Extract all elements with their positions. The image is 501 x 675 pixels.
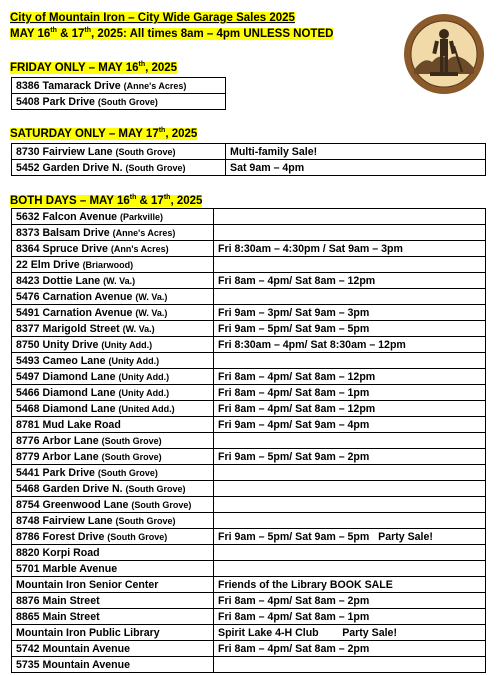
address-cell: 8779 Arbor Lane (South Grove): [12, 449, 214, 465]
address-cell: 5632 Falcon Avenue (Parkville): [12, 209, 214, 225]
address-cell: 5742 Mountain Avenue: [12, 641, 214, 657]
table-row: [12, 94, 226, 110]
note-cell: Fri 9am – 5pm/ Sat 9am – 5pm Party Sale!: [214, 529, 486, 545]
address-cell: 8730 Fairview Lane (South Grove): [12, 144, 226, 160]
address-cell: 8876 Main Street: [12, 593, 214, 609]
table-row: [12, 305, 486, 321]
table-row: [12, 257, 486, 273]
table-row: [12, 449, 486, 465]
note-cell: Fri 8am – 4pm/ Sat 8am – 12pm: [214, 401, 486, 417]
table-row: [12, 593, 486, 609]
address-cell: 8776 Arbor Lane (South Grove): [12, 433, 214, 449]
table-row: [12, 78, 226, 94]
note-cell: Multi-family Sale!: [226, 144, 486, 160]
both-days-table: [11, 208, 486, 673]
address-cell: 8786 Forest Drive (South Grove): [12, 529, 214, 545]
table-row: [12, 369, 486, 385]
table-row: [12, 225, 486, 241]
note-cell: [214, 545, 486, 561]
address-cell: Mountain Iron Senior Center: [12, 577, 214, 593]
note-cell: [214, 481, 486, 497]
note-cell: Fri 9am – 4pm/ Sat 9am – 4pm: [214, 417, 486, 433]
miner-statue-seal-icon: [402, 12, 486, 96]
table-row: [12, 577, 486, 593]
address-cell: 8423 Dottie Lane (W. Va.): [12, 273, 214, 289]
note-cell: Friends of the Library BOOK SALE: [214, 577, 486, 593]
note-cell: Fri 8:30am – 4pm/ Sat 8:30am – 12pm: [214, 337, 486, 353]
address-cell: 8364 Spruce Drive (Ann's Acres): [12, 241, 214, 257]
table-row: [12, 337, 486, 353]
address-cell: 5468 Diamond Lane (United Add.): [12, 401, 214, 417]
address-cell: 5493 Cameo Lane (Unity Add.): [12, 353, 214, 369]
dates-line: MAY 16th & 17th, 2025: All times 8am – 4pm UNLESS NOTED: [10, 27, 334, 40]
address-cell: 8750 Unity Drive (Unity Add.): [12, 337, 214, 353]
address-cell: 5701 Marble Avenue: [12, 561, 214, 577]
address-cell: 5476 Carnation Avenue (W. Va.): [12, 289, 214, 305]
table-row: [12, 144, 486, 160]
address-cell: 8820 Korpi Road: [12, 545, 214, 561]
table-row: [12, 513, 486, 529]
table-row: [12, 433, 486, 449]
table-row: [12, 561, 486, 577]
address-cell: 8748 Fairview Lane (South Grove): [12, 513, 214, 529]
note-cell: Sat 9am – 4pm: [226, 160, 486, 176]
table-row: [12, 321, 486, 337]
note-cell: [214, 433, 486, 449]
note-cell: Fri 8am – 4pm/ Sat 8am – 2pm: [214, 593, 486, 609]
address-cell: 22 Elm Drive (Briarwood): [12, 257, 214, 273]
note-cell: [214, 257, 486, 273]
address-cell: 8386 Tamarack Drive (Anne's Acres): [12, 78, 226, 94]
note-cell: Fri 8am – 4pm/ Sat 8am – 1pm: [214, 609, 486, 625]
saturday-table: [11, 143, 486, 176]
table-row: [12, 545, 486, 561]
note-cell: [214, 513, 486, 529]
note-cell: Spirit Lake 4-H Club Party Sale!: [214, 625, 486, 641]
address-cell: 5735 Mountain Avenue: [12, 657, 214, 673]
table-row: [12, 401, 486, 417]
address-cell: 8781 Mud Lake Road: [12, 417, 214, 433]
address-cell: 5408 Park Drive (South Grove): [12, 94, 226, 110]
note-cell: Fri 8:30am – 4:30pm / Sat 9am – 3pm: [214, 241, 486, 257]
note-cell: Fri 8am – 4pm/ Sat 8am – 12pm: [214, 369, 486, 385]
address-cell: 5497 Diamond Lane (Unity Add.): [12, 369, 214, 385]
table-row: [12, 289, 486, 305]
friday-table: [11, 77, 226, 110]
note-cell: Fri 8am – 4pm/ Sat 8am – 2pm: [214, 641, 486, 657]
page-title: City of Mountain Iron – City Wide Garage Sales 2025: [10, 12, 295, 24]
address-cell: 5452 Garden Drive N. (South Grove): [12, 160, 226, 176]
table-row: [12, 625, 486, 641]
table-row: [12, 209, 486, 225]
table-row: [12, 160, 486, 176]
address-cell: 5491 Carnation Avenue (W. Va.): [12, 305, 214, 321]
friday-heading: FRIDAY ONLY – MAY 16th, 2025: [10, 61, 178, 74]
table-row: [12, 481, 486, 497]
table-row: [12, 353, 486, 369]
table-row: [12, 641, 486, 657]
table-row: [12, 465, 486, 481]
table-row: [12, 657, 486, 673]
address-cell: Mountain Iron Public Library: [12, 625, 214, 641]
note-cell: [214, 225, 486, 241]
note-cell: Fri 9am – 5pm/ Sat 9am – 2pm: [214, 449, 486, 465]
address-cell: 8865 Main Street: [12, 609, 214, 625]
note-cell: Fri 8am – 4pm/ Sat 8am – 12pm: [214, 273, 486, 289]
note-cell: [214, 289, 486, 305]
table-row: [12, 417, 486, 433]
table-row: [12, 497, 486, 513]
address-cell: 5441 Park Drive (South Grove): [12, 465, 214, 481]
note-cell: Fri 9am – 5pm/ Sat 9am – 5pm: [214, 321, 486, 337]
table-row: [12, 241, 486, 257]
table-row: [12, 609, 486, 625]
address-cell: 5468 Garden Drive N. (South Grove): [12, 481, 214, 497]
note-cell: Fri 8am – 4pm/ Sat 8am – 1pm: [214, 385, 486, 401]
table-row: [12, 385, 486, 401]
address-cell: 8754 Greenwood Lane (South Grove): [12, 497, 214, 513]
note-cell: [214, 209, 486, 225]
note-cell: [214, 497, 486, 513]
address-cell: 5466 Diamond Lane (Unity Add.): [12, 385, 214, 401]
note-cell: [214, 465, 486, 481]
note-cell: [214, 657, 486, 673]
note-cell: Fri 9am – 3pm/ Sat 9am – 3pm: [214, 305, 486, 321]
table-row: [12, 273, 486, 289]
both-days-heading: BOTH DAYS – MAY 16th & 17th, 2025: [10, 194, 203, 207]
address-cell: 8377 Marigold Street (W. Va.): [12, 321, 214, 337]
address-cell: 8373 Balsam Drive (Anne's Acres): [12, 225, 214, 241]
note-cell: [214, 561, 486, 577]
note-cell: [214, 353, 486, 369]
table-row: [12, 529, 486, 545]
saturday-heading: SATURDAY ONLY – MAY 17th, 2025: [10, 127, 198, 140]
